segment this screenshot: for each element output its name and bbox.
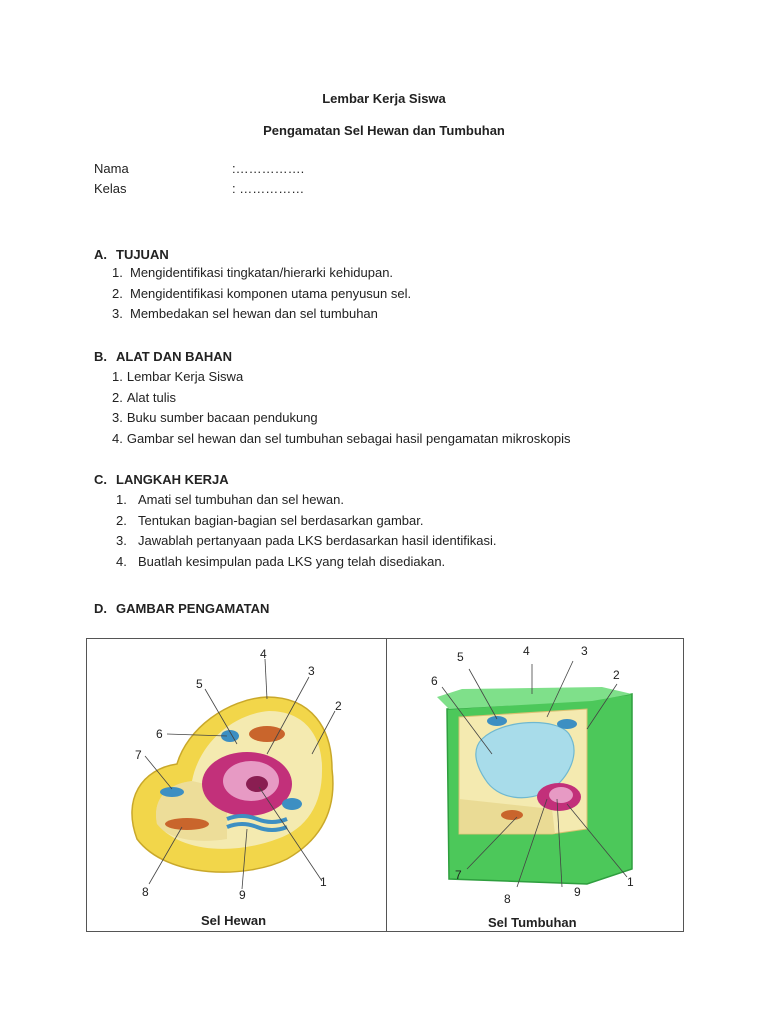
section-c-letter: C. bbox=[94, 472, 107, 487]
item-text: Jawablah pertanyaan pada LKS berdasarkan hasil identifikasi. bbox=[138, 533, 497, 548]
item-text: Buku sumber bacaan pendukung bbox=[126, 410, 318, 425]
tools-list bbox=[112, 367, 571, 449]
animal-cell-panel bbox=[87, 639, 386, 931]
label-6: 6 bbox=[156, 727, 163, 741]
nucleolus bbox=[246, 776, 268, 792]
class-label: Kelas bbox=[94, 181, 127, 196]
label-9: 9 bbox=[574, 885, 581, 899]
section-b-heading bbox=[94, 349, 232, 364]
worksheet-title: Lembar Kerja Siswa bbox=[322, 91, 446, 106]
label-1: 1 bbox=[627, 875, 634, 889]
item-number: 3. bbox=[112, 306, 123, 321]
item-number: 4. bbox=[116, 553, 127, 569]
label-4: 4 bbox=[523, 644, 530, 658]
item-number: 1. bbox=[112, 369, 123, 384]
mitochondrion bbox=[249, 726, 285, 742]
label-7: 7 bbox=[135, 748, 142, 762]
mitochondrion bbox=[501, 810, 523, 820]
item-number: 4. bbox=[112, 430, 123, 446]
list-item bbox=[112, 388, 571, 409]
section-c-title: LANGKAH KERJA bbox=[116, 472, 229, 487]
class-field bbox=[94, 181, 304, 196]
nucleus-inner bbox=[549, 787, 573, 803]
objectives-list bbox=[112, 263, 411, 325]
steps-list bbox=[116, 490, 496, 572]
section-a-title: TUJUAN bbox=[116, 247, 169, 262]
item-number: 3. bbox=[112, 410, 123, 425]
label-4: 4 bbox=[260, 647, 267, 661]
list-item bbox=[112, 367, 571, 388]
chloroplast bbox=[487, 716, 507, 726]
item-text: Gambar sel hewan dan sel tumbuhan sebagai hasil pengamatan mikroskopis bbox=[126, 430, 571, 446]
list-item bbox=[112, 304, 411, 325]
worksheet-subtitle: Pengamatan Sel Hewan dan Tumbuhan bbox=[263, 123, 505, 138]
animal-cell-illustration bbox=[87, 639, 386, 931]
item-number: 2. bbox=[116, 512, 127, 528]
section-c-heading bbox=[94, 472, 229, 487]
item-text: Mengidentifikasi komponen utama penyusun sel. bbox=[130, 285, 412, 301]
item-number: 3. bbox=[116, 533, 127, 548]
chloroplast bbox=[557, 719, 577, 729]
list-item bbox=[112, 284, 411, 305]
item-number: 2. bbox=[112, 285, 123, 301]
label-9: 9 bbox=[239, 888, 246, 902]
mitochondrion bbox=[165, 818, 209, 830]
vesicle bbox=[282, 798, 302, 810]
class-blank: : …………… bbox=[232, 181, 305, 196]
section-d-letter: D. bbox=[94, 601, 107, 616]
section-b-letter: B. bbox=[94, 349, 107, 364]
list-item bbox=[116, 531, 496, 552]
item-text: Lembar Kerja Siswa bbox=[126, 369, 244, 384]
section-a-letter: A. bbox=[94, 247, 107, 262]
name-field bbox=[94, 161, 304, 176]
section-b-title: ALAT DAN BAHAN bbox=[116, 349, 233, 364]
list-item bbox=[112, 408, 571, 429]
label-3: 3 bbox=[308, 664, 315, 678]
label-5: 5 bbox=[196, 677, 203, 691]
label-6: 6 bbox=[431, 674, 438, 688]
item-text: Tentukan bagian-bagian sel berdasarkan gambar. bbox=[138, 512, 424, 528]
list-item bbox=[112, 263, 411, 284]
label-2: 2 bbox=[613, 668, 620, 682]
name-blank: :……………. bbox=[232, 161, 305, 176]
plant-cell-illustration bbox=[387, 639, 684, 931]
plant-cell-caption: Sel Tumbuhan bbox=[488, 915, 577, 930]
item-number: 1. bbox=[116, 492, 127, 507]
plant-cell-panel bbox=[387, 639, 684, 931]
item-number: 1. bbox=[112, 265, 123, 280]
section-d-title: GAMBAR PENGAMATAN bbox=[116, 601, 270, 616]
item-text: Mengidentifikasi tingkatan/hierarki kehidupan. bbox=[130, 265, 394, 280]
list-item bbox=[116, 552, 496, 573]
label-5: 5 bbox=[457, 650, 464, 664]
animal-cell-caption: Sel Hewan bbox=[201, 913, 267, 928]
label-1: 1 bbox=[320, 875, 327, 889]
list-item bbox=[116, 511, 496, 532]
label-7: 7 bbox=[455, 868, 462, 882]
label-8: 8 bbox=[504, 892, 511, 906]
item-text: Buatlah kesimpulan pada LKS yang telah disediakan. bbox=[138, 553, 446, 569]
item-text: Alat tulis bbox=[126, 389, 176, 405]
list-item bbox=[112, 429, 571, 450]
item-number: 2. bbox=[112, 389, 123, 405]
label-2: 2 bbox=[335, 699, 342, 713]
section-a-heading bbox=[94, 247, 169, 262]
section-d-heading bbox=[94, 601, 269, 616]
list-item bbox=[116, 490, 496, 511]
label-3: 3 bbox=[581, 644, 588, 658]
item-text: Amati sel tumbuhan dan sel hewan. bbox=[138, 492, 344, 507]
observation-figure-table bbox=[86, 638, 684, 932]
label-8: 8 bbox=[142, 885, 149, 899]
name-label: Nama bbox=[94, 161, 129, 176]
item-text: Membedakan sel hewan dan sel tumbuhan bbox=[130, 306, 378, 321]
